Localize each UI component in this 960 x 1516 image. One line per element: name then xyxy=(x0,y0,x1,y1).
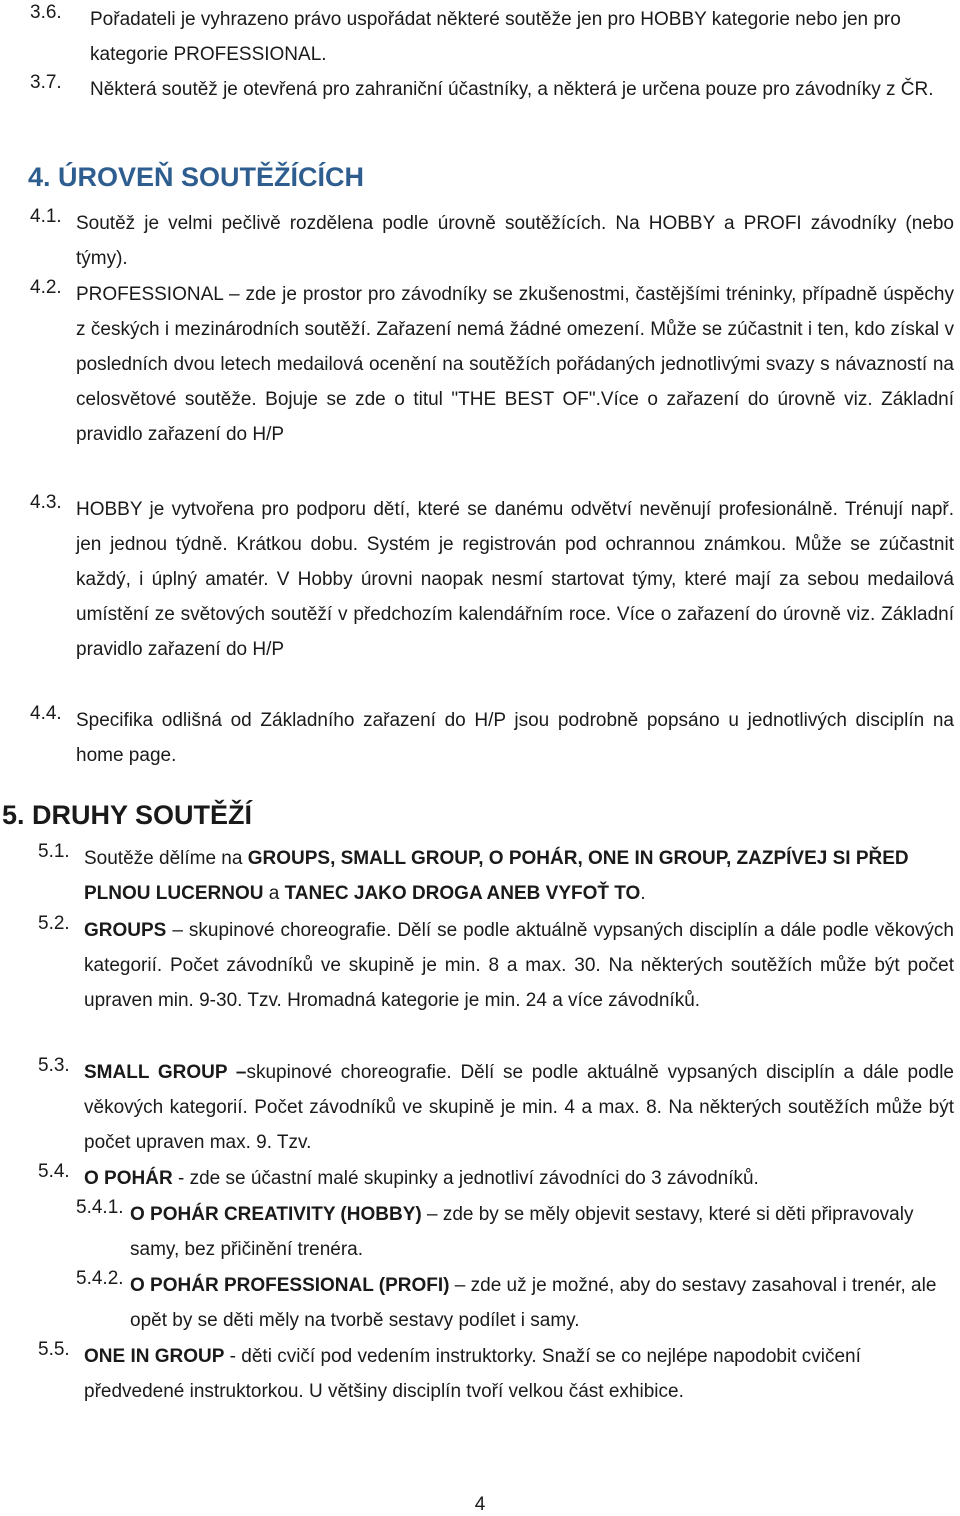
item-number: 4.1. xyxy=(30,206,62,227)
item-text: Některá soutěž je otevřená pro zahraniční účastníky, a některá je určena pouze pro závodníky z ČR. xyxy=(90,79,934,100)
section-heading-4: 4. ÚROVEŇ SOUTĚŽÍCÍCH xyxy=(28,162,365,192)
item-text xyxy=(84,913,954,1018)
item-text: Pořadateli je vyhrazeno právo uspořádat některé soutěže jen pro HOBBY kategorie nebo jen pro kategorie PROFESSIONAL. xyxy=(90,9,901,65)
item-text: HOBBY je vytvořena pro podporu dětí, které se danému odvětví nevěnují profesionálně. Trénují např. jen jednou týdně. Krátkou dobu. Systém je registrován pod ochrannou známkou. Může se zúčastnit každý, i úplný amatér. V Hobby úrovni naopak nesmí startovat týmy, které mají za sebou medailová umístění ze světových soutěží v předchozím kalendářním roce. Více o zařazení do úrovně viz. Základní pravidlo zařazení do H/P xyxy=(76,499,954,660)
item-text-part: – zde by se měly objevit sestavy, které si děti připravovaly samy, bez přičinění trenéra. xyxy=(130,1204,914,1260)
item-text xyxy=(84,1161,954,1196)
item-text: PROFESSIONAL – zde je prostor pro závodníky se zkušenostmi, častějšími tréninky, případně úspěchy z českých i mezinárodních soutěží. Zařazení nemá žádné omezení. Může se zúčastnit i ten, kdo získal v posledních dvou letech medailová ocenění na soutěžích pořádaných jednotlivými svazy s návazností na celosvětové soutěže. Bojuje se zde o titul "THE BEST OF".Více o zařazení do úrovně viz. Základní pravidlo zařazení do H/P xyxy=(76,284,954,445)
item-text xyxy=(130,1268,954,1338)
item-number: 5.4.1. xyxy=(76,1197,124,1218)
item-bold-part: TANEC JAKO DROGA ANEB VYFOŤ TO xyxy=(284,883,641,904)
item-text-part: - zde se účastní malé skupinky a jednotliví závodníci do 3 závodníků. xyxy=(172,1168,759,1189)
item-bold-part: O POHÁR xyxy=(84,1168,173,1189)
section-heading-5: 5. DRUHY SOUTĚŽÍ xyxy=(2,800,253,830)
item-text xyxy=(84,841,954,911)
item-text-part: a xyxy=(263,883,285,904)
item-number: 5.5. xyxy=(38,1339,70,1360)
item-number: 4.3. xyxy=(30,492,62,513)
item-number: 3.7. xyxy=(30,72,62,93)
item-bold-part: ONE IN GROUP xyxy=(84,1346,225,1367)
item-text-part: Soutěže dělíme na xyxy=(84,848,248,869)
item-text-part: skupinové choreografie. Dělí se podle aktuálně vypsaných disciplín a dále podle věkových kategorií. Počet závodníků ve skupině je min. 4 a max. 8. Na některých soutěžích může být počet upraven max. 9. Tzv. xyxy=(84,1062,954,1153)
item-text xyxy=(84,1055,954,1160)
item-number: 5.4. xyxy=(38,1161,70,1182)
item-number: 4.4. xyxy=(30,703,62,724)
item-bold-part: O POHÁR PROFESSIONAL (PROFI) xyxy=(130,1275,450,1296)
item-text xyxy=(84,1339,954,1409)
item-text-part: – zde už je možné, aby do sestavy zasahoval i trenér, ale opět by se děti měly na tvorbě sestavy podílet i samy. xyxy=(130,1275,937,1331)
item-number: 5.4.2. xyxy=(76,1268,124,1289)
item-text xyxy=(130,1197,954,1267)
item-text: Soutěž je velmi pečlivě rozdělena podle úrovně soutěžících. Na HOBBY a PROFI závodníky (nebo týmy). xyxy=(76,213,954,269)
item-number: 4.2. xyxy=(30,277,62,298)
item-text-part: – skupinové choreografie. Dělí se podle aktuálně vypsaných disciplín a dále podle věkových kategorií. Počet závodníků ve skupině je min. 8 a max. 30. Na některých soutěžích může být počet upraven min. 9-30. Tzv. Hromadná kategorie je min. 24 a více závodníků. xyxy=(84,920,954,1011)
item-text-part: - děti cvičí pod vedením instruktorky. Snaží se co nejlépe napodobit cvičení předvedené instruktorkou. U většiny disciplín tvoří velkou část exhibice. xyxy=(84,1346,861,1402)
item-bold-part: GROUPS xyxy=(84,920,167,941)
item-text: Specifika odlišná od Základního zařazení do H/P jsou podrobně popsáno u jednotlivých disciplín na home page. xyxy=(76,710,954,766)
item-bold-part: O POHÁR CREATIVITY (HOBBY) xyxy=(130,1204,422,1225)
item-text-part: . xyxy=(640,883,646,904)
item-number: 5.2. xyxy=(38,913,70,934)
item-number: 5.3. xyxy=(38,1055,70,1076)
page-number: 4 xyxy=(474,1494,486,1515)
item-number: 5.1. xyxy=(38,841,70,862)
item-bold-part: SMALL GROUP – xyxy=(84,1062,247,1083)
item-number: 3.6. xyxy=(30,2,62,23)
item-bold-part: GROUPS, SMALL GROUP, O POHÁR, ONE IN GROUP, ZAZPÍVEJ SI PŘED PLNOU LUCERNOU xyxy=(84,848,909,904)
